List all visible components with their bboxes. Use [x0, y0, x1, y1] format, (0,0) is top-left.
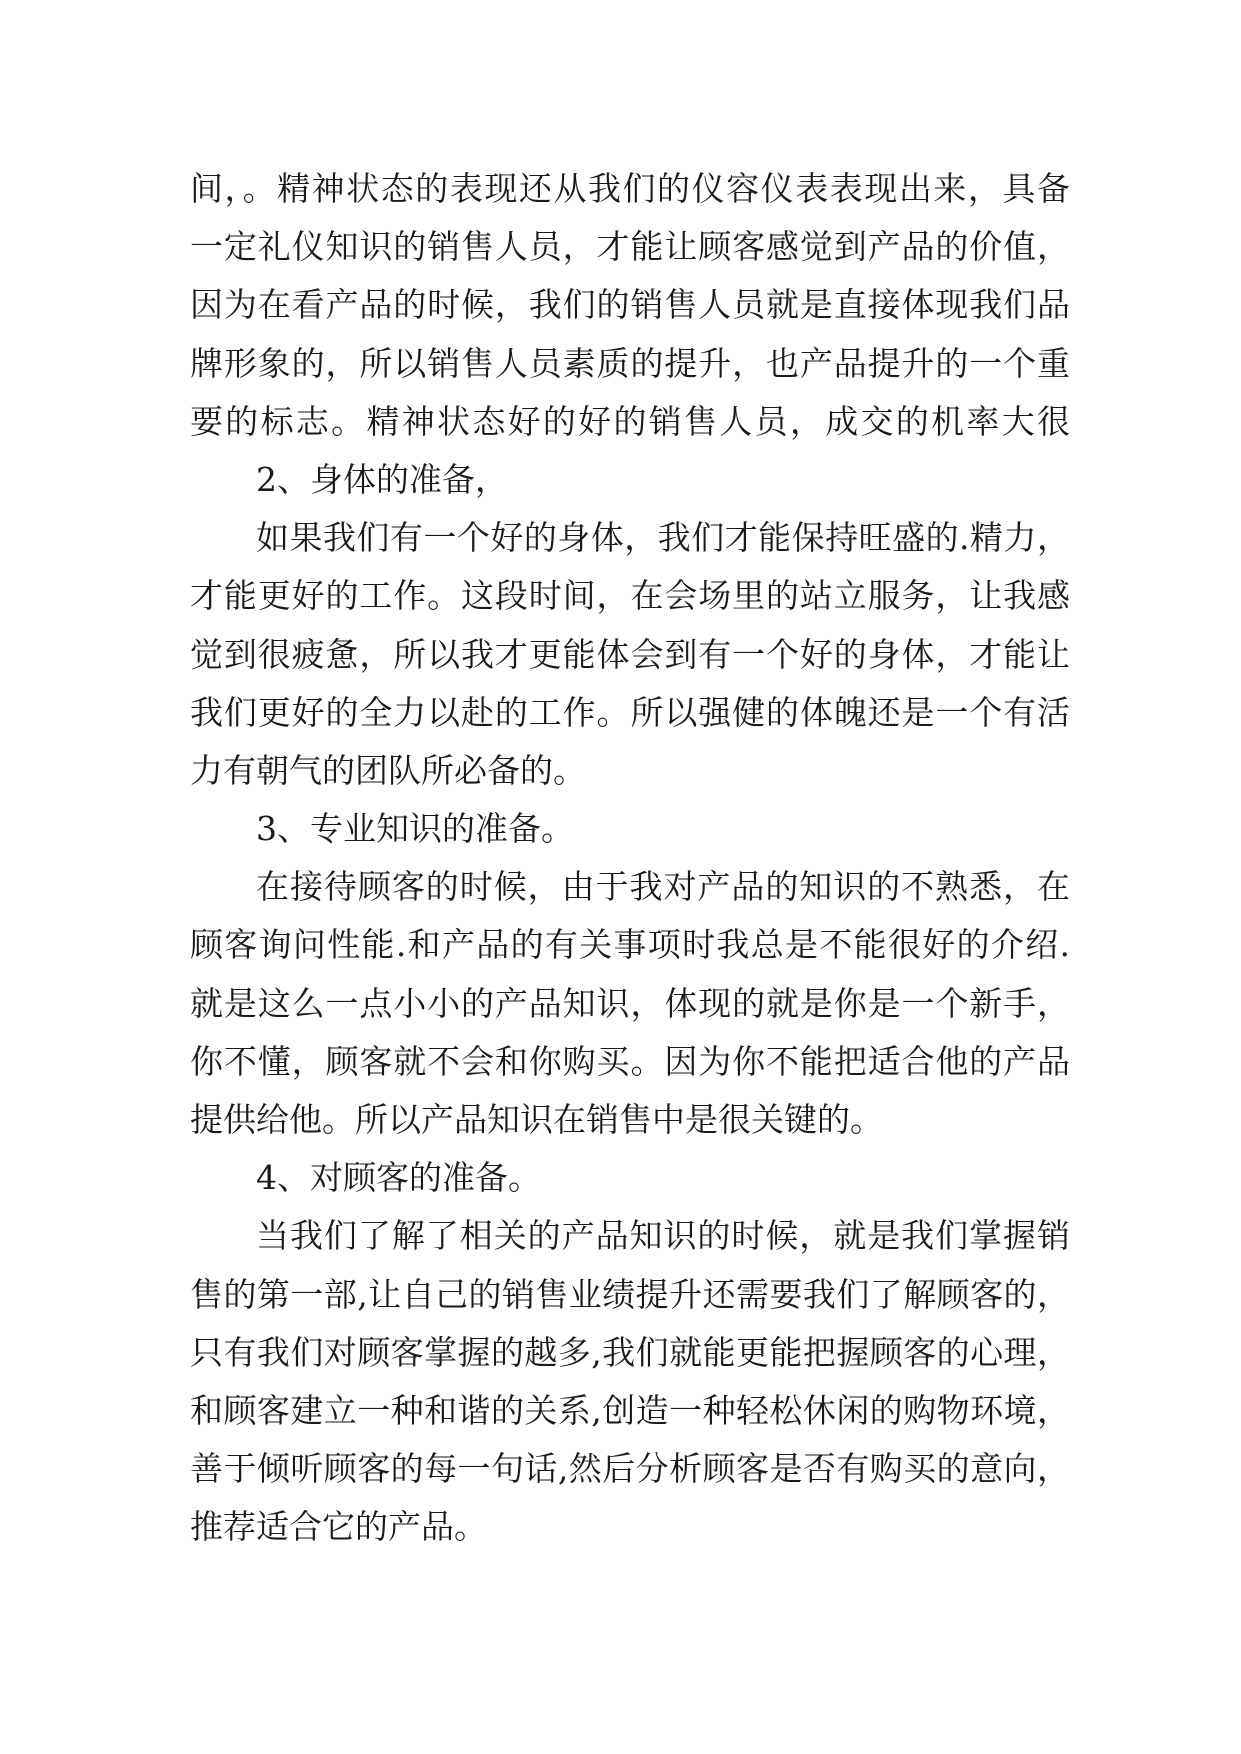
- paragraph: [190, 160, 1070, 451]
- text-line: 当我们了解了相关的产品知识的时候，就是我们掌握销: [256, 1216, 1070, 1256]
- text-line: 因为在看产品的时候，我们的销售人员就是直接体现我们品: [190, 285, 1070, 325]
- text-line: 间，。精神状态的表现还从我们的仪容仪表表现出来，具备: [190, 169, 1070, 208]
- text-line: 如果我们有一个好的身体，我们才能保持旺盛的.精力，: [256, 518, 1070, 558]
- section-heading: [190, 800, 1070, 858]
- text-line: 你不懂，顾客就不会和你购买。因为你不能把适合他的产品: [190, 1041, 1070, 1081]
- section-heading: [190, 1149, 1070, 1207]
- text-line: 觉到很疲惫，所以我才更能体会到有一个好的身体，才能让: [190, 634, 1070, 674]
- text-line: 3、专业知识的准备。: [256, 809, 574, 849]
- text-line: 就是这么一点小小的产品知识，体现的就是你是一个新手，: [190, 983, 1070, 1023]
- text-line: 2、身体的准备，: [256, 459, 508, 499]
- text-line: 顾客询问性能.和产品的有关事项时我总是不能很好的介绍.: [190, 925, 1070, 965]
- text-line: 只有我们对顾客掌握的越多,我们就能更能把握顾客的心理，: [190, 1332, 1070, 1372]
- paragraph: [190, 1207, 1070, 1556]
- text-line: 力有朝气的团队所必备的。: [190, 750, 586, 790]
- text-line: 售的第一部,让自己的销售业绩提升还需要我们了解顾客的，: [190, 1274, 1070, 1314]
- text-line: 要的标志。精神状态好的好的销售人员，成交的机率大很: [190, 401, 1070, 441]
- text-line: 我们更好的全力以赴的工作。所以强健的体魄还是一个有活: [190, 692, 1070, 732]
- section-heading: [190, 451, 1070, 509]
- text-line: 在接待顾客的时候，由于我对产品的知识的不熟悉，在: [256, 867, 1070, 907]
- text-line: 提供给他。所以产品知识在销售中是很关键的。: [190, 1100, 883, 1139]
- text-line: 善于倾听顾客的每一句话,然后分析顾客是否有购买的意向，: [190, 1449, 1070, 1489]
- text-line: 和顾客建立一种和谐的关系,创造一种轻松休闲的购物环境，: [190, 1390, 1070, 1430]
- text-line: 一定礼仪知识的销售人员，才能让顾客感觉到产品的价值，: [190, 227, 1070, 267]
- text-line: 才能更好的工作。这段时间，在会场里的站立服务，让我感: [190, 576, 1070, 616]
- document-body: [190, 160, 1070, 1557]
- text-line: 推荐适合它的产品。: [190, 1507, 487, 1547]
- paragraph: [190, 858, 1070, 1149]
- text-line: 4、对顾客的准备。: [256, 1158, 541, 1198]
- text-line: 牌形象的，所以销售人员素质的提升，也产品提升的一个重: [190, 343, 1070, 383]
- paragraph: [190, 509, 1070, 800]
